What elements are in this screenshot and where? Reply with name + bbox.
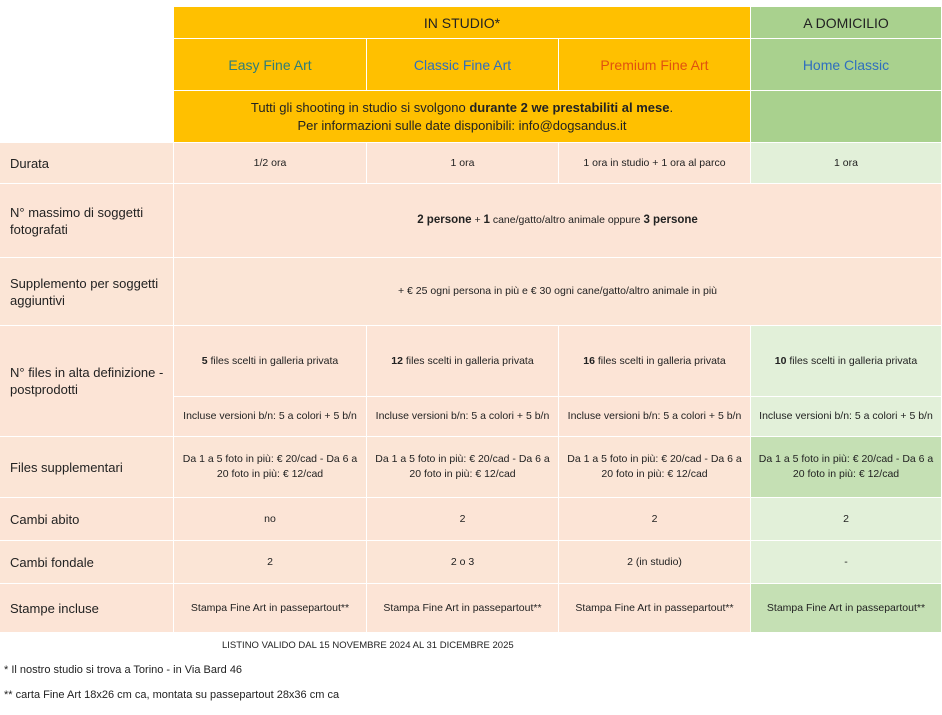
versions-easy: Incluse versioni b/n: 5 a colori + 5 b/n bbox=[174, 397, 367, 437]
versions-premium: Incluse versioni b/n: 5 a colori + 5 b/n bbox=[559, 397, 751, 437]
a-domicilio-header: A DOMICILIO bbox=[751, 7, 942, 39]
abito-easy: no bbox=[174, 498, 367, 541]
supplementari-premium: Da 1 a 5 foto in più: € 20/cad - Da 6 a 20 foto in più: € 12/cad bbox=[559, 437, 751, 498]
abito-home: 2 bbox=[751, 498, 942, 541]
supplementari-easy: Da 1 a 5 foto in più: € 20/cad - Da 6 a 20 foto in più: € 12/cad bbox=[174, 437, 367, 498]
abito-premium: 2 bbox=[559, 498, 751, 541]
label-files-hd: N° files in alta definizione - postprodotti bbox=[0, 326, 174, 437]
supplementari-home: Da 1 a 5 foto in più: € 20/cad - Da 6 a 20 foto in più: € 12/cad bbox=[751, 437, 942, 498]
label-files-supplementari: Files supplementari bbox=[0, 437, 174, 498]
label-durata: Durata bbox=[0, 143, 174, 184]
versions-home: Incluse versioni b/n: 5 a colori + 5 b/n bbox=[751, 397, 942, 437]
files-easy: 5 files scelti in galleria privata bbox=[174, 326, 367, 397]
footnote-studio-address: * Il nostro studio si trova a Torino - in Via Bard 46 bbox=[4, 664, 243, 676]
validity-note: LISTINO VALIDO DAL 15 NOVEMBRE 2024 AL 31 DICEMBRE 2025 bbox=[222, 640, 514, 651]
domicilio-note-empty bbox=[751, 91, 942, 143]
label-cambi-fondale: Cambi fondale bbox=[0, 541, 174, 584]
in-studio-header: IN STUDIO* bbox=[174, 7, 751, 39]
durata-easy: 1/2 ora bbox=[174, 143, 367, 184]
durata-home: 1 ora bbox=[751, 143, 942, 184]
fondale-home: - bbox=[751, 541, 942, 584]
durata-premium: 1 ora in studio + 1 ora al parco bbox=[559, 143, 751, 184]
files-home: 10 files scelti in galleria privata bbox=[751, 326, 942, 397]
label-cambi-abito: Cambi abito bbox=[0, 498, 174, 541]
fondale-premium: 2 (in studio) bbox=[559, 541, 751, 584]
package-classic: Classic Fine Art bbox=[367, 39, 559, 91]
abito-classic: 2 bbox=[367, 498, 559, 541]
stampe-easy: Stampa Fine Art in passepartout** bbox=[174, 584, 367, 633]
soggetti-value: 2 persone + 1 cane/gatto/altro animale oppure 3 persone bbox=[174, 184, 942, 258]
label-stampe-incluse: Stampe incluse bbox=[0, 584, 174, 633]
package-premium: Premium Fine Art bbox=[559, 39, 751, 91]
studio-contact: Per informazioni sulle date disponibili: info@dogsandus.it bbox=[297, 117, 627, 133]
studio-note: Tutti gli shooting in studio si svolgono durante 2 we prestabiliti al mese. Per informazioni sulle date disponibili: info@dogsandus.it bbox=[174, 91, 751, 143]
label-soggetti: N° massimo di soggetti fotografati bbox=[0, 184, 174, 258]
label-supplemento: Supplemento per soggetti aggiuntivi bbox=[0, 258, 174, 326]
stampe-classic: Stampa Fine Art in passepartout** bbox=[367, 584, 559, 633]
package-home: Home Classic bbox=[751, 39, 942, 91]
durata-classic: 1 ora bbox=[367, 143, 559, 184]
files-classic: 12 files scelti in galleria privata bbox=[367, 326, 559, 397]
package-easy: Easy Fine Art bbox=[174, 39, 367, 91]
supplementari-classic: Da 1 a 5 foto in più: € 20/cad - Da 6 a 20 foto in più: € 12/cad bbox=[367, 437, 559, 498]
fondale-classic: 2 o 3 bbox=[367, 541, 559, 584]
supplemento-value: + € 25 ogni persona in più e € 30 ogni cane/gatto/altro animale in più bbox=[174, 258, 942, 326]
files-premium: 16 files scelti in galleria privata bbox=[559, 326, 751, 397]
fondale-easy: 2 bbox=[174, 541, 367, 584]
stampe-home: Stampa Fine Art in passepartout** bbox=[751, 584, 942, 633]
versions-classic: Incluse versioni b/n: 5 a colori + 5 b/n bbox=[367, 397, 559, 437]
footnote-carta: ** carta Fine Art 18x26 cm ca, montata su passepartout 28x36 cm ca bbox=[4, 689, 340, 701]
stampe-premium: Stampa Fine Art in passepartout** bbox=[559, 584, 751, 633]
